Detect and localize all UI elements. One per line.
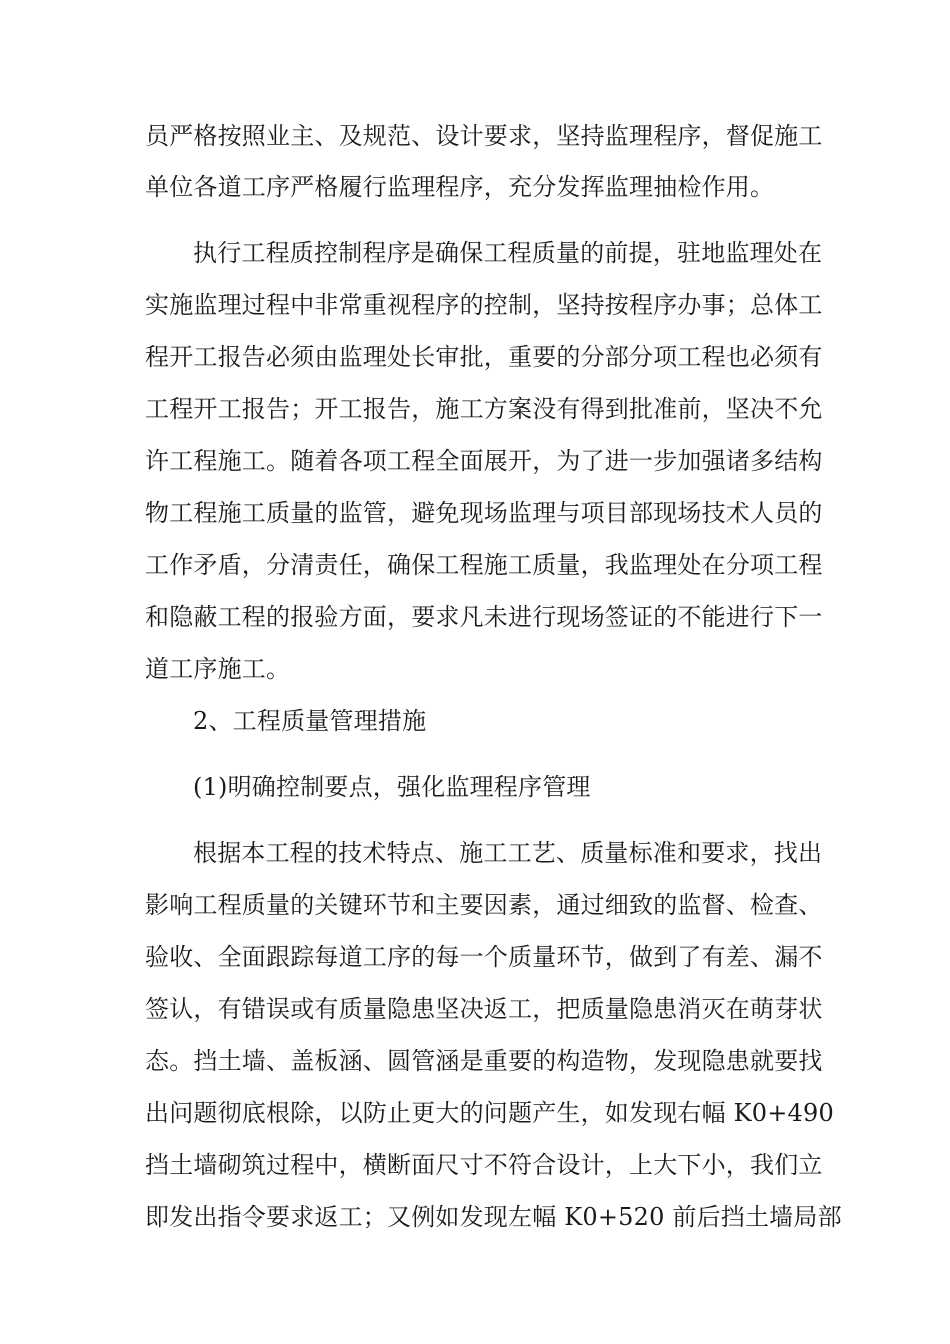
text-line: 员严格按照业主、及规范、设计要求，坚持监理程序，督促施工 xyxy=(145,122,823,150)
text-line: 物工程施工质量的监管，避免现场监理与项目部现场技术人员的 xyxy=(145,499,823,527)
text-line: 即发出指令要求返工；又例如发现左幅 K0+520 前后挡土墙局部 xyxy=(145,1203,842,1231)
text-line: 签认，有错误或有质量隐患坚决返工，把质量隐患消灭在萌芽状 xyxy=(145,995,823,1023)
subsection-heading: (1)明确控制要点，强化监理程序管理 xyxy=(193,773,591,801)
text-line: 工作矛盾，分清责任，确保工程施工质量，我监理处在分项工程 xyxy=(145,551,823,579)
text-line: 态。挡土墙、盖板涵、圆管涵是重要的构造物，发现隐患就要找 xyxy=(145,1047,823,1075)
text-line: 挡土墙砌筑过程中，横断面尺寸不符合设计，上大下小，我们立 xyxy=(145,1151,823,1179)
text-line: 验收、全面跟踪每道工序的每一个质量环节，做到了有差、漏不 xyxy=(145,943,823,971)
section-heading: 2、工程质量管理措施 xyxy=(193,707,427,735)
text-line: 实施监理过程中非常重视程序的控制，坚持按程序办事；总体工 xyxy=(145,291,823,319)
text-line: 许工程施工。随着各项工程全面展开，为了进一步加强诸多结构 xyxy=(145,447,823,475)
text-line: 道工序施工。 xyxy=(145,655,291,683)
text-line: 工程开工报告；开工报告，施工方案没有得到批准前，坚决不允 xyxy=(145,395,823,423)
text-line: 和隐蔽工程的报验方面，要求凡未进行现场签证的不能进行下一 xyxy=(145,603,823,631)
text-line: 程开工报告必须由监理处长审批，重要的分部分项工程也必须有 xyxy=(145,343,823,371)
paragraph-first-line: 根据本工程的技术特点、施工工艺、质量标准和要求，找出 xyxy=(193,839,823,867)
text-line: 影响工程质量的关键环节和主要因素，通过细致的监督、检查、 xyxy=(145,891,823,919)
paragraph-first-line: 执行工程质控制程序是确保工程质量的前提，驻地监理处在 xyxy=(193,239,823,267)
text-line: 单位各道工序严格履行监理程序，充分发挥监理抽检作用。 xyxy=(145,173,775,201)
text-line: 出问题彻底根除，以防止更大的问题产生，如发现右幅 K0+490 xyxy=(145,1099,834,1127)
